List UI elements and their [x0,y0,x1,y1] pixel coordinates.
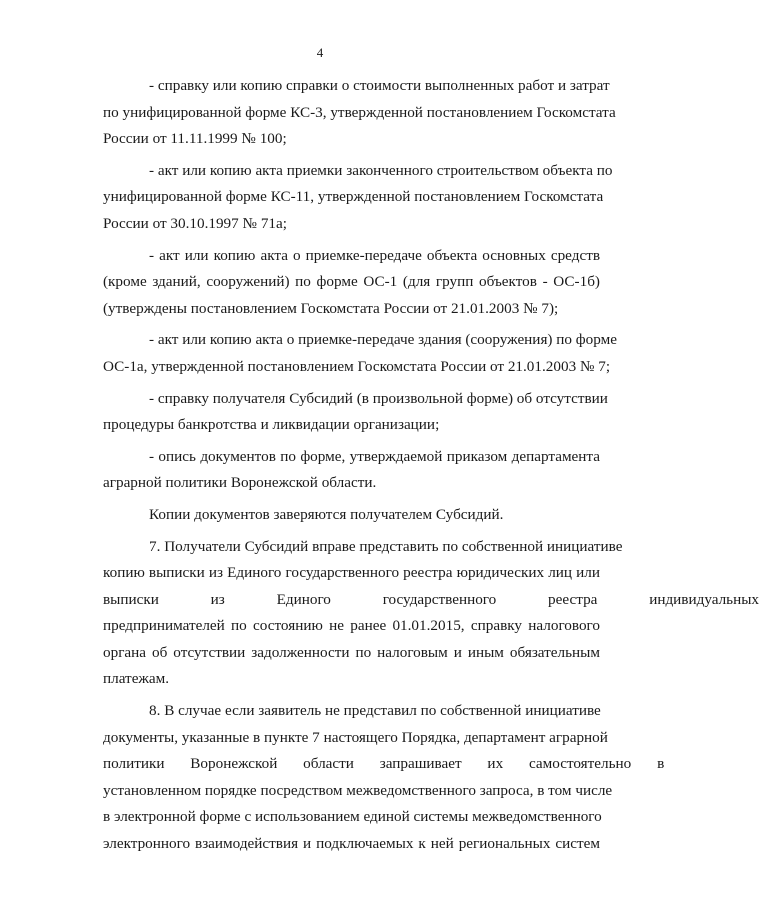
text-line: установленном порядке посредством межведомственного запроса, в том числе [103,781,613,799]
text-line: (кроме зданий, сооружений) по форме ОС-1 (для групп объектов - ОС-1б) [103,273,600,291]
paragraph-item-7 [103,534,759,694]
page-number: 4 [316,45,324,60]
text-line: ОС-1а, утвержденной постановлением Госкомстата России от 21.01.2003 № 7; [103,357,611,375]
paragraph-copies-certification [103,502,600,529]
text-line: по унифицированной форме КС-3, утвержденной постановлением Госкомстата [103,103,616,121]
text-line: предпринимателей по состоянию не ранее 01.01.2015, справку налогового [103,617,600,635]
paragraph-ks3-certificate [103,73,616,153]
text-line: документы, указанные в пункте 7 настоящего Порядка, департамент аграрной [103,728,608,746]
paragraph-item-8 [103,698,665,858]
text-line: аграрной политики Воронежской области. [103,474,377,492]
paragraph-document-inventory [103,444,600,497]
text-line: выписки из Единого государственного реестра индивидуальных [103,590,759,608]
text-line: органа об отсутствии задолженности по налоговым и иным обязательным [103,643,600,661]
text-line: - справку или копию справки о стоимости выполненных работ и затрат [149,77,610,94]
paragraph-bankruptcy-certificate [103,386,608,439]
text-line: копию выписки из Единого государственного реестра юридических лиц или [103,564,600,582]
text-line: Копии документов заверяются получателем Субсидий. [149,505,504,523]
text-line: - опись документов по форме, утверждаемой приказом департамента [149,447,600,465]
text-line: в электронной форме с использованием единой системы межведомственного [103,808,602,826]
text-line: 7. Получатели Субсидий вправе представить по собственной инициативе [149,537,623,555]
paragraph-os1a-act [103,327,617,380]
text-line: 8. В случае если заявитель не представил по собственной инициативе [149,702,601,720]
paragraph-ks11-act [103,158,613,238]
text-line: (утверждены постановлением Госкомстата России от 21.01.2003 № 7); [103,299,559,317]
paragraph-os1-act [103,243,600,323]
document-body [103,73,759,858]
text-line: - справку получателя Субсидий (в произвольной форме) об отсутствии [149,389,608,407]
text-line: - акт или копию акта о приемке-передаче здания (сооружения) по форме [149,331,617,349]
text-line: России от 11.11.1999 № 100; [103,130,287,148]
text-line: - акт или копию акта о приемке-передаче объекта основных средств [149,246,600,264]
text-line: платежам. [103,670,170,688]
text-line: - акт или копию акта приемки законченного строительством объекта по [149,161,613,179]
text-line: процедуры банкротства и ликвидации организации; [103,416,440,434]
text-line: политики Воронежской области запрашивает их самостоятельно в [103,755,665,773]
text-line: электронного взаимодействия и подключаемых к ней региональных систем [103,835,600,853]
text-line: унифицированной форме КС-11, утвержденной постановлением Госкомстата [103,188,604,206]
text-line: России от 30.10.1997 № 71а; [103,214,287,232]
